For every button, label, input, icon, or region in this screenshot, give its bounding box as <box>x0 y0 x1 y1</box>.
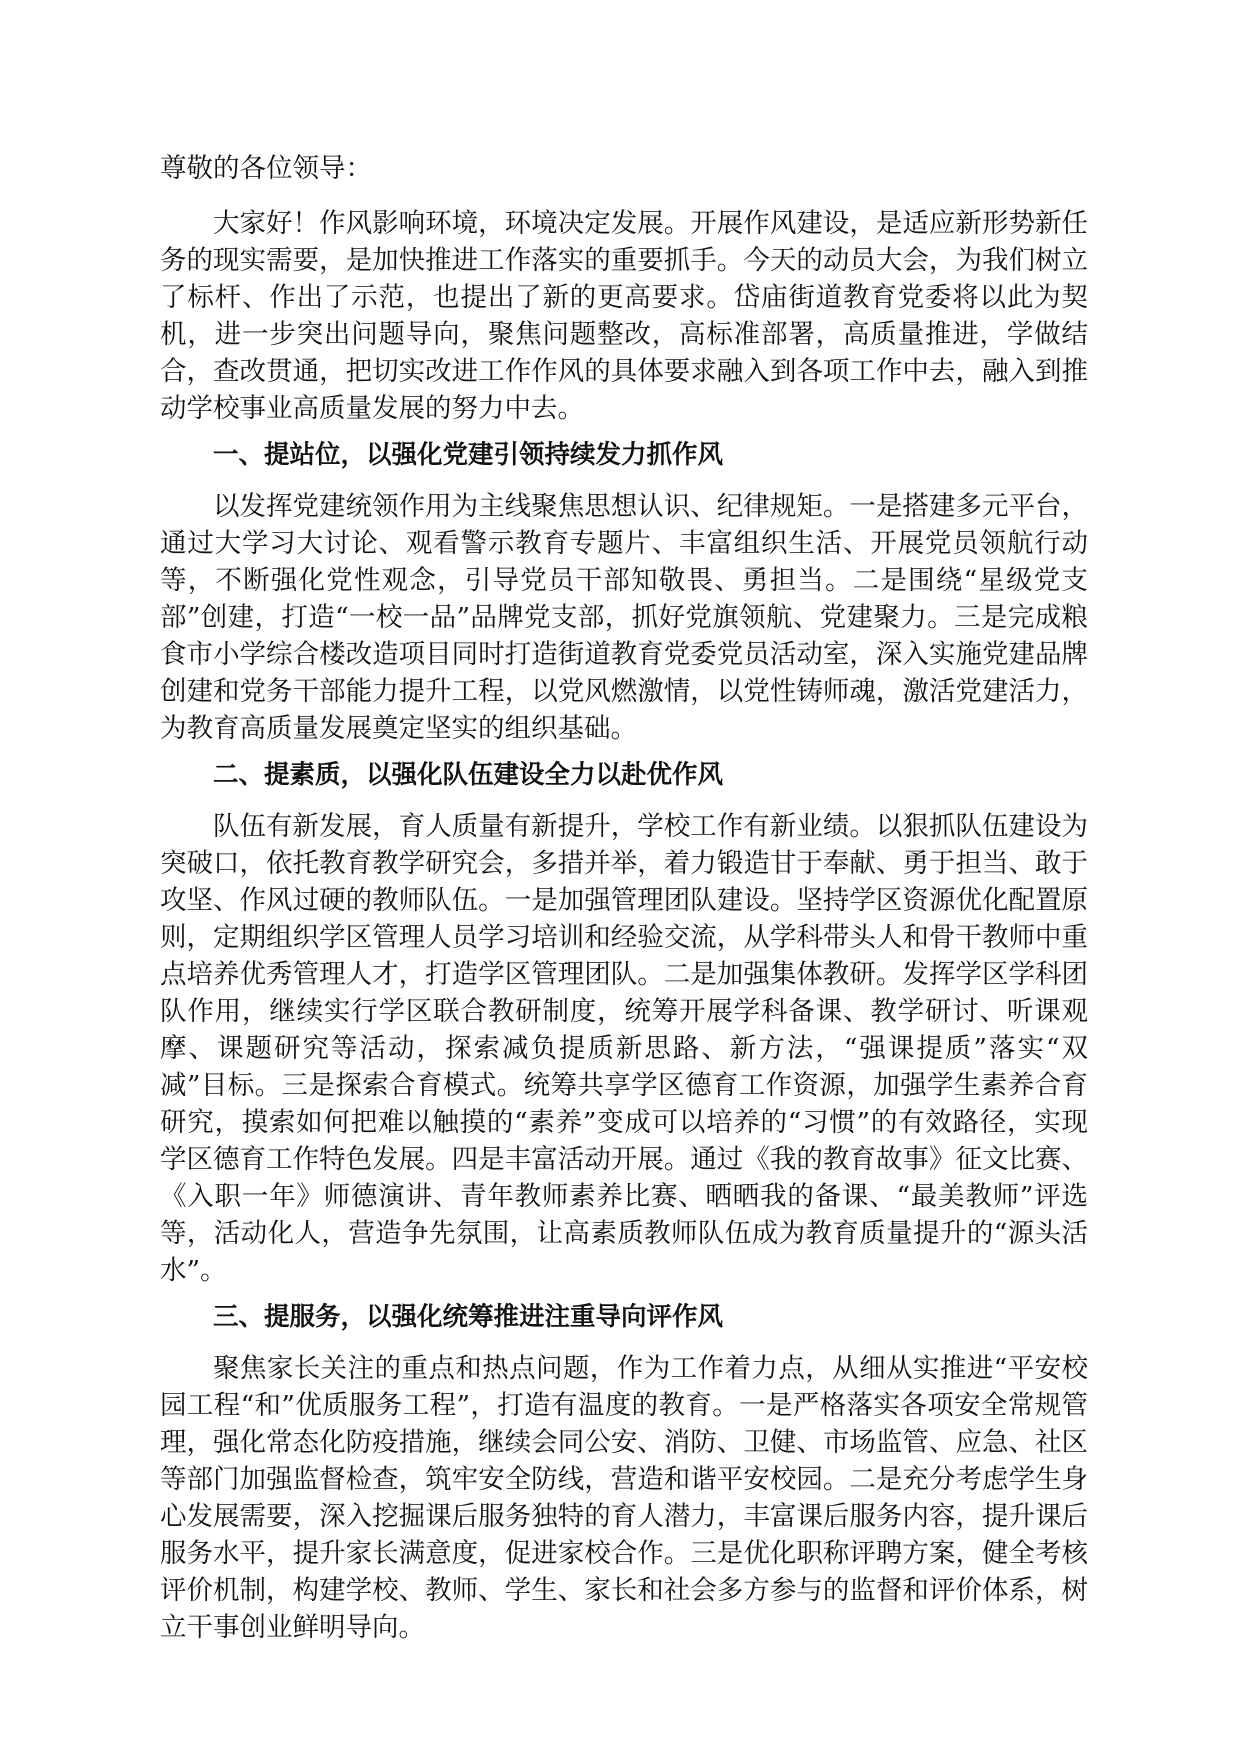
salutation: 尊敬的各位领导： <box>160 153 372 184</box>
section-paragraph: 以发挥党建统领作用为主线聚焦思想认识、纪律规矩。一是搭建多元平台，通过大学习大讨论、观看警示教育专题片、丰富组织生活、开展党员领航行动等，不断强化党性观念，引导党员干部知敬畏、勇担当。二是围绕“星级党支部”创建，打造“一校一品”品牌党支部，抓好党旗领航、党建聚力。三是完成粮食市小学综合楼改造项目同时打造街道教育党委党员活动室，深入实施党建品牌创建和党务干部能力提升工程，以党风燃激情，以党性铸师魂，激活党建活力，为教育高质量发展奠定坚实的组织基础。 <box>160 491 1088 744</box>
section-heading: 一、提站位，以强化党建引领持续发力抓作风 <box>213 440 724 470</box>
section-1 <box>160 437 1088 747</box>
section-3 <box>160 1299 1088 1646</box>
section-heading: 三、提服务，以强化统筹推进注重导向评作风 <box>213 1302 724 1332</box>
document-page <box>160 150 1088 1656</box>
section-heading: 二、提素质，以强化队伍建设全力以赴优作风 <box>213 760 724 790</box>
section-paragraph: 聚焦家长关注的重点和热点问题，作为工作着力点，从细从实推进“平安校园工程“和”优质服务工程”，打造有温度的教育。一是严格落实各项安全常规管理，强化常态化防疫措施，继续会同公安、消防、卫健、市场监管、应急、社区等部门加强监督检查，筑牢安全防线，营造和谐平安校园。二是充分考虑学生身心发展需要，深入挖掘课后服务独特的育人潜力，丰富课后服务内容，提升课后服务水平，提升家长满意度，促进家校合作。三是优化职称评聘方案，健全考核评价机制，构建学校、教师、学生、家长和社会多方参与的监督和评价体系，树立干事创业鲜明导向。 <box>160 1353 1088 1643</box>
section-2 <box>160 757 1088 1289</box>
intro-paragraph: 大家好！作风影响环境，环境决定发展。开展作风建设，是适应新形势新任务的现实需要，是加快推进工作落实的重要抓手。今天的动员大会，为我们树立了标杆、作出了示范，也提出了新的更高要求。岱庙街道教育党委将以此为契机，进一步突出问题导向，聚焦问题整改，高标准部署，高质量推进，学做结合，查改贯通，把切实改进工作作风的具体要求融入到各项工作中去，融入到推动学校事业高质量发展的努力中去。 <box>160 208 1088 424</box>
section-paragraph: 队伍有新发展，育人质量有新提升，学校工作有新业绩。以狠抓队伍建设为突破口，依托教育教学研究会，多措并举，着力锻造甘于奉献、勇于担当、敢于攻坚、作风过硬的教师队伍。一是加强管理团队建设。坚持学区资源优化配置原则，定期组织学区管理人员学习培训和经验交流，从学科带头人和骨干教师中重点培养优秀管理人才，打造学区管理团队。二是加强集体教研。发挥学区学科团队作用，继续实行学区联合教研制度，统筹开展学科备课、教学研讨、听课观摩、课题研究等活动，探索减负提质新思路、新方法，“强课提质”落实“双减”目标。三是探索合育模式。统筹共享学区德育工作资源，加强学生素养合育研究，摸索如何把难以触摸的“素养”变成可以培养的“习惯”的有效路径，实现学区德育工作特色发展。四是丰富活动开展。通过《我的教育故事》征文比赛、《入职一年》师德演讲、青年教师素养比赛、晒晒我的备课、“最美教师”评选等，活动化人，营造争先氛围，让高素质教师队伍成为教育质量提升的“源头活水”。 <box>160 811 1088 1286</box>
